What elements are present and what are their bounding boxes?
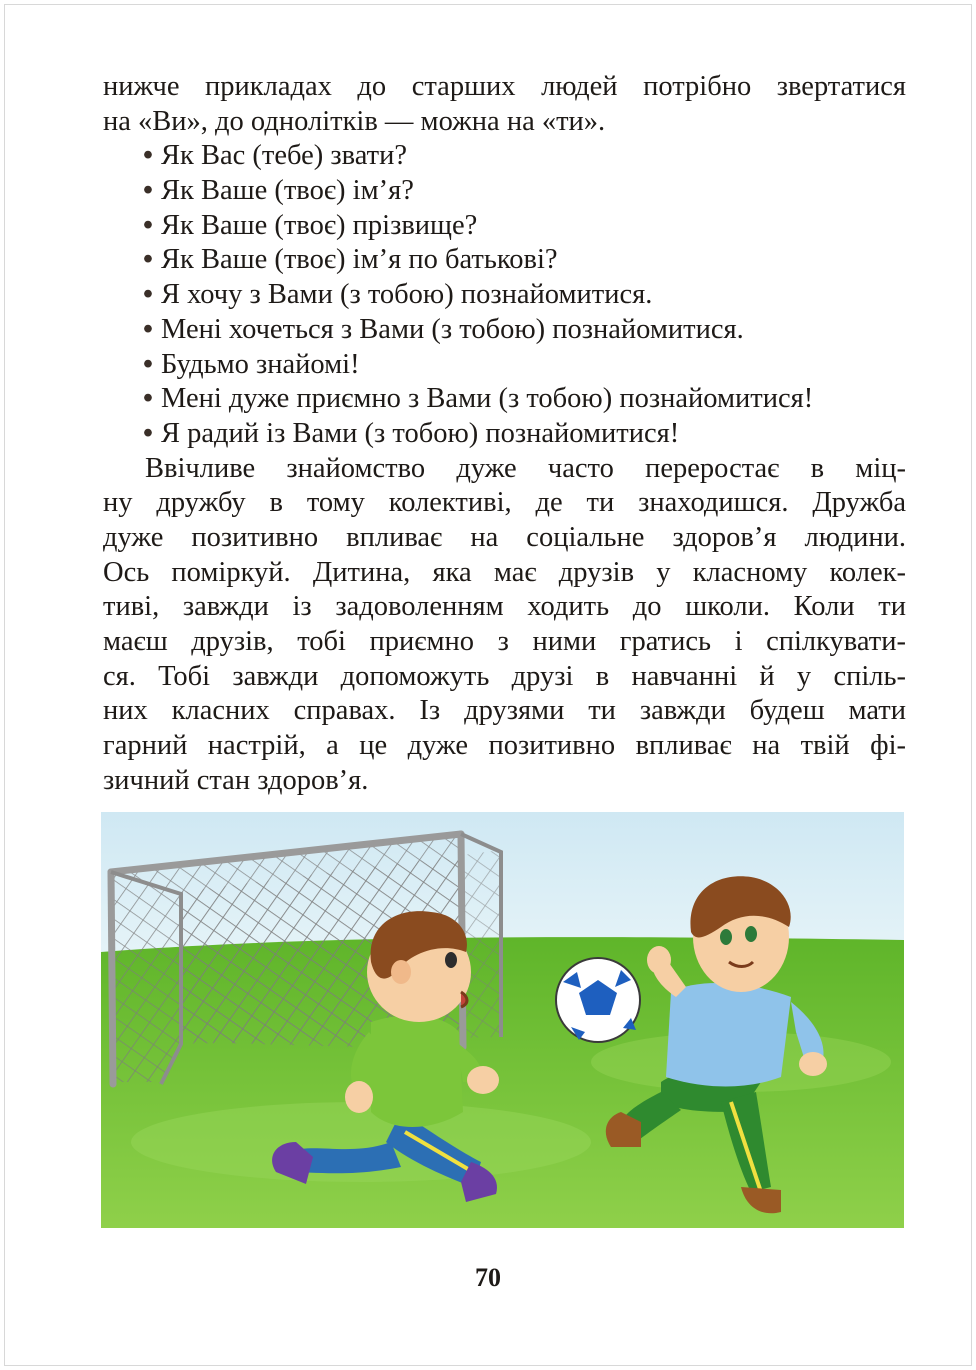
paragraph-line: тиві, завжди із задоволенням ходить до школи. Коли ти [103, 591, 906, 623]
bullet-icon: • [143, 417, 153, 449]
page-number: 70 [475, 1263, 501, 1292]
list-item [103, 417, 906, 452]
bullet-icon: • [143, 244, 153, 276]
list-item [103, 313, 906, 348]
paragraph-line: Ось поміркуй. Дитина, яка має друзів у класному колек- [103, 556, 906, 588]
list-item [103, 278, 906, 313]
paragraph-line: Ввічливе знайомство дуже часто переростає в міц- [145, 452, 906, 484]
list-item [103, 348, 906, 383]
text-block [103, 70, 906, 798]
bullet-icon: • [143, 140, 153, 172]
list-item-text: Мені хочеться з Вами (з тобою) познайомитися. [161, 313, 744, 345]
illustration-svg [101, 812, 904, 1228]
paragraph-line: маєш друзів, тобі приємно з ними гратись і спілкувати- [103, 626, 906, 657]
paragraph-line: них класних справах. Із друзями ти завжди будеш мати [103, 695, 906, 727]
list-item-text: Мені дуже приємно з Вами (з тобою) познайомитися! [161, 383, 814, 415]
paragraph-line: гарний настрій, а це дуже позитивно впливає на твій фі- [103, 730, 906, 762]
paragraph-line: ну дружбу в тому колективі, де ти знаходишся. Дружба [103, 487, 906, 519]
bullet-icon: • [143, 348, 153, 380]
intro-line: нижче прикладах до старших людей потрібно звертатися [103, 71, 906, 102]
body-paragraph [103, 452, 906, 799]
list-item-text: Я радий із Вами (з тобою) познайомитися! [161, 417, 680, 449]
list-item-text: Будьмо знайомі! [161, 348, 360, 380]
list-item-text: Я хочу з Вами (з тобою) познайомитися. [161, 279, 653, 311]
bullet-icon: • [143, 313, 153, 345]
football-illustration [101, 812, 904, 1228]
list-item-text: Як Ваше (твоє) прізвище? [161, 209, 478, 241]
phrase-list [103, 139, 906, 451]
paragraph-line: зичний стан здоров’я. [103, 764, 369, 796]
paragraph-line: дуже позитивно впливає на соціальне здоров’я людини. [103, 521, 906, 553]
bullet-icon: • [143, 383, 153, 415]
list-item-text: Як Ваше (твоє) ім’я по батькові? [161, 244, 558, 276]
list-item-text: Як Вас (тебе) звати? [161, 140, 408, 172]
bullet-icon: • [143, 279, 153, 311]
list-item-text: Як Ваше (твоє) ім’я? [161, 175, 414, 207]
soccer-ball-icon [556, 958, 640, 1042]
list-item [103, 174, 906, 209]
list-item [103, 209, 906, 244]
list-item [103, 382, 906, 417]
list-item [103, 243, 906, 278]
bullet-icon: • [143, 209, 153, 241]
intro-line: на «Ви», до однолітків — можна на «ти». [103, 105, 606, 137]
bullet-icon: • [143, 175, 153, 207]
paragraph-line: ся. Тобі завжди допоможуть друзі в навчанні й у спіль- [103, 660, 906, 692]
list-item [103, 139, 906, 174]
